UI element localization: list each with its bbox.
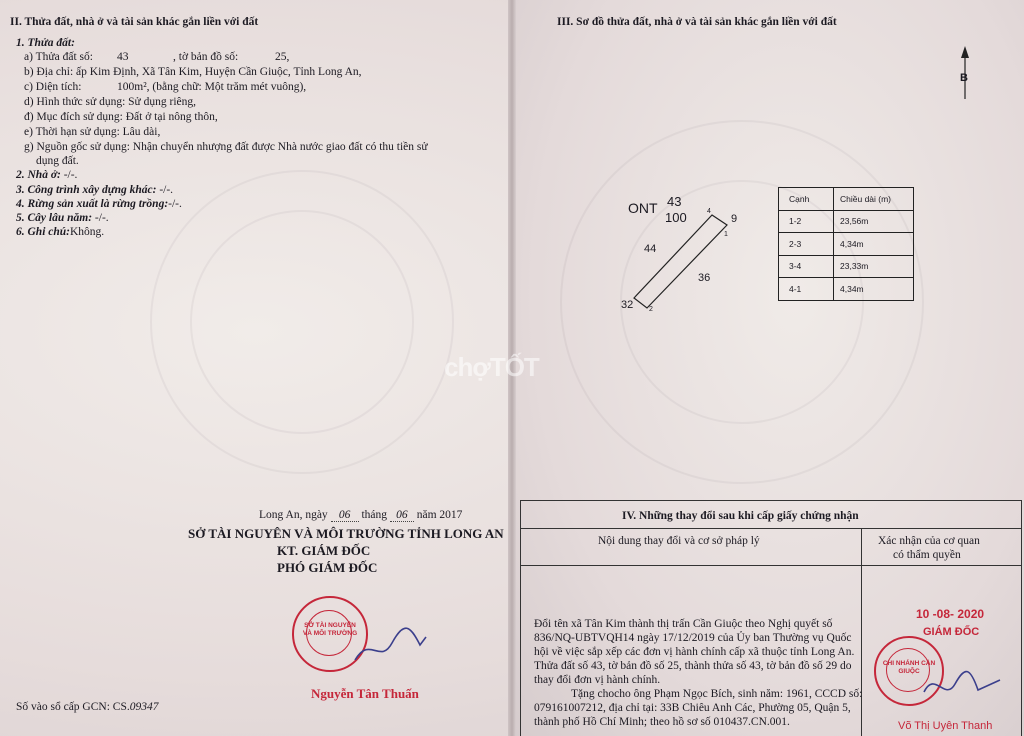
section-2-title: II. Thửa đất, nhà ở và tài sản khác gắn liền với đất [10,16,259,28]
edge-name: 3-4 [779,255,834,278]
table-row [779,210,914,233]
parcel-number: 43 [117,51,129,63]
edge-length: 23,33m [834,255,914,278]
header-length: Chiều dài (m) [834,188,914,211]
item-4-value: -/-. [168,198,182,210]
edge-length: 4,34m [834,233,914,256]
usage-form-line: d) Hình thức sử dụng: Sử dụng riêng, [24,96,197,108]
item-4-label: 4. Rừng sản xuất là rừng trồng: [16,198,169,210]
neighbor-bottom: 32 [621,299,634,311]
watermark-ring [190,210,414,434]
change-line-6: Tặng chocho ông Phạm Ngọc Bích, sinh năm: 1961, CCCD số: [571,688,863,700]
sign-for-label: KT. GIÁM ĐỐC [277,543,371,558]
section-4-title: IV. Những thay đổi sau khi cấp giấy chứng nhận [622,510,859,522]
north-label: B [960,72,968,84]
map-sheet-label: , tờ bản đồ số: [173,51,239,63]
address-line: b) Địa chỉ: ấp Kim Định, Xã Tân Kim, Huyện Cần Giuộc, Tỉnh Long An, [24,66,362,78]
column-divider [861,528,862,736]
table-header-row [779,188,914,211]
neighbor-right: 36 [698,272,711,284]
registry-number: 09347 [129,701,159,713]
registry-label: Số vào sổ cấp GCN: CS. [16,701,130,713]
table-row [779,255,914,278]
item-6-label: 6. Ghi chú: [16,226,70,238]
signature-left [350,615,430,670]
col-confirm-header-1: Xác nhận của cơ quan [878,535,980,547]
issue-month-label: tháng [361,509,387,521]
change-line-3: hội về việc sắp xếp các đơn vị hành chính cấp xã thuộc tỉnh Long An. [534,646,855,658]
usage-origin-line-2: dụng đất. [36,155,79,167]
table-row [779,233,914,256]
item-2-label: 2. Nhà ở: [16,169,61,181]
signer-title: PHÓ GIÁM ĐỐC [277,560,378,575]
change-line-8: thành phố Hồ Chí Minh; theo hồ sơ số 010437.CN.001. [534,716,790,728]
item-3-label: 3. Công trình xây dựng khác: [16,184,157,196]
edge-length-table [778,187,914,301]
neighbor-left: 44 [644,243,657,255]
item-2-value: -/-. [60,169,78,181]
item-5-label: 5. Cây lâu năm: [16,212,93,224]
parcel-outline [634,215,727,308]
signature-right [920,662,1005,712]
edge-name: 2-3 [779,233,834,256]
plot-number: 43 [667,194,682,209]
vertex-1: 1 [724,231,728,238]
divider [521,528,1021,529]
issuing-agency: SỞ TÀI NGUYÊN VÀ MÔI TRƯỜNG TỈNH LONG AN [188,526,504,541]
seal-text: SỞ TÀI NGUYÊN VÀ MÔI TRƯỜNG [302,622,358,637]
plot-area: 100 [665,210,687,225]
area-value: 100m², (bằng chữ: Một trăm mét vuông), [117,81,307,93]
issue-place: Long An, ngày [259,509,328,521]
vertex-2: 2 [649,306,653,313]
header-edge: Cạnh [779,188,834,211]
seal-text: CHI NHÁNH CẦN GIUỘC [882,660,936,675]
map-sheet-number: 25, [275,51,290,63]
neighbor-top: 9 [731,213,738,225]
issue-year: năm 2017 [416,509,463,521]
edge-name: 1-2 [779,210,834,233]
plot-code: ONT [628,200,658,216]
vertex-4: 4 [707,208,711,215]
col-content-header: Nội dung thay đổi và cơ sở pháp lý [598,535,760,547]
item-3-value: -/-. [156,184,174,196]
site-watermark: chợTỐT [444,352,539,382]
item-6-value: Không. [70,226,105,238]
table-row [779,278,914,301]
edge-length: 23,56m [834,210,914,233]
area-label: c) Diện tích: [24,81,82,93]
edge-name: 4-1 [779,278,834,301]
section-3-title: III. Sơ đồ thửa đất, nhà ở và tài sản khác gắn liền với đất [557,16,837,28]
usage-term-line: e) Thời hạn sử dụng: Lâu dài, [24,126,161,138]
col-confirm-header-2: có thẩm quyền [893,549,961,561]
change-line-5: thay đổi đơn vị hành chính. [534,674,661,686]
item-1-title: 1. Thửa đất: [16,37,75,49]
parcel-label: a) Thửa đất số: [24,51,93,63]
signer-name: Nguyễn Tân Thuấn [311,686,419,701]
usage-origin-line-1: g) Nguồn gốc sử dụng: Nhận chuyển nhượng đất được Nhà nước giao đất có thu tiền sử [24,141,428,153]
confirm-title: GIÁM ĐỐC [923,626,980,638]
change-line-7: 079161007212, địa chỉ tại: 33B Chiêu Anh Các, Phường 05, Quận 5, [534,702,851,714]
item-5-value: -/-. [92,212,109,224]
issue-day: 06 [331,509,359,522]
confirm-signer: Võ Thị Uyên Thanh [898,720,993,732]
change-line-4: Thửa đất số 43, tờ bản đồ số 25, thành thửa số 43, tờ bản đồ số 29 do [534,660,852,672]
confirm-date: 10 -08- 2020 [916,607,985,621]
registry-line [16,701,158,713]
divider [521,565,1021,566]
edge-length: 4,34m [834,278,914,301]
change-line-2: 836/NQ-UBTVQH14 ngày 17/12/2019 của Ủy ban Thường vụ Quốc [534,632,852,644]
usage-purpose-line: đ) Mục đích sử dụng: Đất ở tại nông thôn, [24,111,218,123]
change-line-1: Đổi tên xã Tân Kim thành thị trấn Cần Giuộc theo Nghị quyết số [534,618,833,630]
issue-date-line [259,509,462,522]
issue-month: 06 [390,509,414,522]
